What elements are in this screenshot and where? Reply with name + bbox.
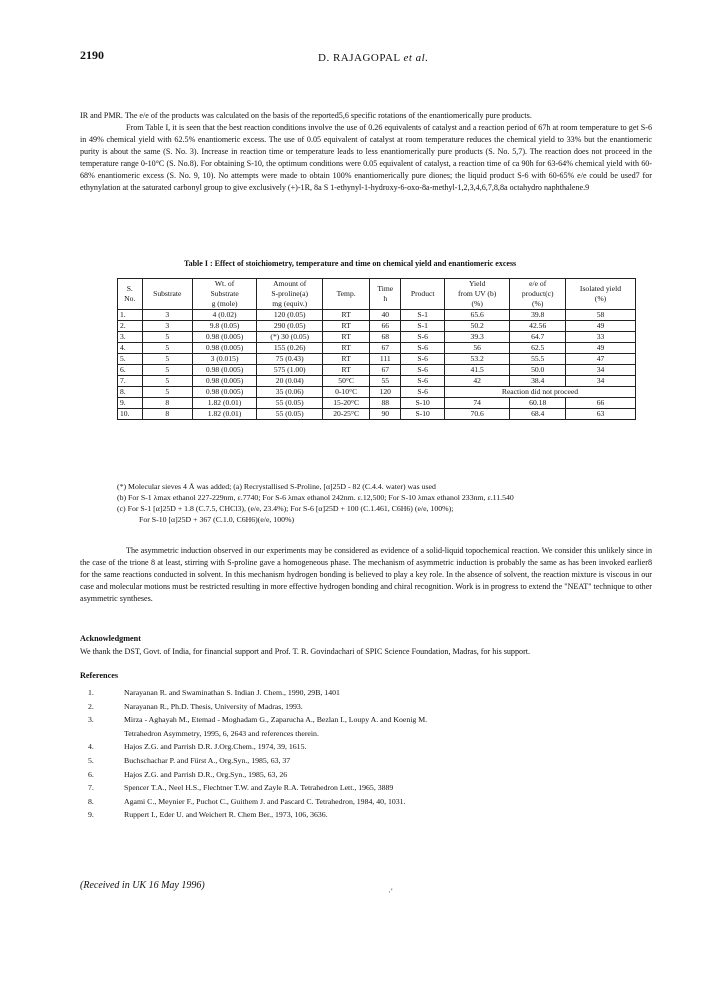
header-yield-uv: Yield from UV (b) (%) — [444, 279, 510, 310]
reference-number: 8. — [88, 796, 94, 806]
table-caption: Table I : Effect of stoichiometry, temperature and time on chemical yield and enantiomeric excess — [184, 259, 517, 268]
cell-amount: 75 (0.43) — [257, 354, 323, 365]
header-wt: Wt. of Substrate g (mole) — [192, 279, 256, 310]
table-row — [118, 409, 636, 420]
cell-time: 120 — [370, 387, 401, 398]
cell-temp: RT — [323, 343, 370, 354]
reference-item — [80, 740, 640, 754]
cell-ee: 68.4 — [510, 409, 566, 420]
cell-amount: 20 (0.04) — [257, 376, 323, 387]
header-amount: Amount of S-proline(a) mg (equiv.) — [257, 279, 323, 310]
cell-product: S-6 — [401, 343, 444, 354]
cell-temp: 20-25°C — [323, 409, 370, 420]
cell-amount: 575 (1.00) — [257, 365, 323, 376]
cell-product: S-6 — [401, 387, 444, 398]
cell-amount: 290 (0.05) — [257, 321, 323, 332]
cell-yield-uv: 53.2 — [444, 354, 510, 365]
table-row — [118, 354, 636, 365]
reference-item — [80, 686, 640, 700]
reference-item — [80, 768, 640, 782]
cell-ee: 38.4 — [510, 376, 566, 387]
cell-product: S-10 — [401, 409, 444, 420]
reference-text: Tetrahedron Asymmetry, 1995, 6, 2643 and references therein. — [124, 728, 319, 738]
cell-isolated-yield: 49 — [565, 321, 635, 332]
footnote-a: (*) Molecular sieves 4 Å was added; (a) Recrystallised S-Proline, [α]25D - 82 (C.4.4. water) was used — [117, 482, 436, 491]
header-isolated-yield: Isolated yield (%) — [565, 279, 635, 310]
cell-amount: (*) 30 (0.05) — [257, 332, 323, 343]
cell-wt: 0.98 (0.005) — [192, 332, 256, 343]
reference-text: Hajos Z.G. and Parrish D.R. J.Org.Chem., 1974, 39, 1615. — [124, 742, 307, 752]
cell-sno: 4. — [118, 343, 143, 354]
stray-mark: ·' — [388, 887, 393, 897]
cell-temp: RT — [323, 354, 370, 365]
cell-product: S-1 — [401, 321, 444, 332]
cell-ee: 55.5 — [510, 354, 566, 365]
cell-temp: 50°C — [323, 376, 370, 387]
paragraph-discussion: From Table I, it is seen that the best reaction conditions involve the use of 0.26 equivalents of catalyst and a reaction period of 67h at room temperature to get S-6 in 49% chemical yield with 62.5% enantiomeric excess. The use of 0.05 equivalent of catalyst at room temperature reduces the chemical yield to 33% but the enantiomeric purity is about the same (S. No. 3). Increase in reaction time or temperature leads to less enantiomerically pure products (S. No. 5,7). The reaction does not proceed in the temperature range 0-10°C (S. No.8). For obtaining S-10, the optimum conditions were 0.05 equivalent of catalyst, a reaction time of ca 90h for 63-64% chemical yield with 60-68% enantiomeric excess (S. No. 9, 10). No attempts were made to obtain 100% enantiomerically pure diones; the liquid product S-6 with 60-65% e/e could be used7 for ethynylation at the saturated carbonyl group to give exclusively (+)-1R, 8a S 1-ethynyl-1-hydroxy-6-oxo-8a-methyl-1,2,3,4,6,7,8,8a octahydro naphthalene.9 — [80, 123, 652, 192]
cell-sno: 6. — [118, 365, 143, 376]
header-substrate: Substrate — [142, 279, 192, 310]
cell-substrate: 5 — [142, 365, 192, 376]
header-product: Product — [401, 279, 444, 310]
cell-isolated-yield: 34 — [565, 376, 635, 387]
cell-substrate: 5 — [142, 354, 192, 365]
cell-yield-uv: 42 — [444, 376, 510, 387]
reference-text: Buchschachar P. and Fürst A., Org.Syn., 1985, 63, 37 — [124, 755, 291, 765]
running-head-author: D. RAJAGOPAL — [318, 52, 401, 64]
cell-time: 66 — [370, 321, 401, 332]
cell-amount: 55 (0.05) — [257, 409, 323, 420]
cell-product: S-6 — [401, 354, 444, 365]
cell-wt: 3 (0.015) — [192, 354, 256, 365]
cell-sno: 10. — [118, 409, 143, 420]
footnote-b: (b) For S-1 λmax ethanol 227-229nm, ε.7740; For S-6 λmax ethanol 242nm. ε.12,500; For S-10 λmax ethanol 233nm, ε.11.540 — [117, 493, 514, 502]
cell-wt: 0.98 (0.005) — [192, 365, 256, 376]
cell-isolated-yield: 66 — [565, 398, 635, 409]
cell-sno: 7. — [118, 376, 143, 387]
header-sno: S. No. — [118, 279, 143, 310]
cell-sno: 8. — [118, 387, 143, 398]
reference-number: 4. — [88, 742, 94, 752]
cell-temp: 0-10°C — [323, 387, 370, 398]
cell-wt: 0.98 (0.005) — [192, 343, 256, 354]
footnote-c: (c) For S-1 [α]25D + 1.8 (C.7.5, CHCl3), (e/e, 23.4%); For S-6 [α]25D + 100 (C.1.461, C6H6) (e/e, 100%); — [117, 504, 454, 513]
cell-sno: 3. — [118, 332, 143, 343]
cell-isolated-yield: 34 — [565, 365, 635, 376]
cell-wt: 0.98 (0.005) — [192, 376, 256, 387]
table-row — [118, 332, 636, 343]
paragraph-results — [80, 110, 652, 194]
cell-time: 68 — [370, 332, 401, 343]
reference-item — [80, 713, 640, 727]
reference-item — [80, 700, 640, 714]
header-ee: e/e of product(c) (%) — [510, 279, 566, 310]
cell-sno: 5. — [118, 354, 143, 365]
table-row — [118, 376, 636, 387]
reference-number: 1. — [88, 688, 94, 697]
cell-yield-uv: Reaction did not proceed — [444, 387, 635, 398]
cell-product: S-1 — [401, 310, 444, 321]
cell-isolated-yield: 58 — [565, 310, 635, 321]
reference-text: Mirza - Aghayah M., Etemad - Moghadam G., Zaparucha A., Bezlan I., Loupy A. and Koenig M. — [124, 715, 428, 725]
cell-sno: 1. — [118, 310, 143, 321]
cell-isolated-yield: 47 — [565, 354, 635, 365]
reference-number: 9. — [88, 810, 94, 820]
cell-amount: 120 (0.05) — [257, 310, 323, 321]
running-head-etal: et al. — [403, 52, 429, 64]
cell-temp: RT — [323, 310, 370, 321]
cell-ee: 64.7 — [510, 332, 566, 343]
table-row — [118, 343, 636, 354]
cell-temp: 15-20°C — [323, 398, 370, 409]
cell-substrate: 5 — [142, 332, 192, 343]
cell-yield-uv: 39.3 — [444, 332, 510, 343]
reference-text: Ruppert I., Eder U. and Weichert R. Chem Ber., 1973, 106, 3636. — [124, 810, 328, 820]
cell-amount: 55 (0.05) — [257, 398, 323, 409]
cell-yield-uv: 70.6 — [444, 409, 510, 420]
cell-wt: 9.8 (0.05) — [192, 321, 256, 332]
table-body — [118, 310, 636, 420]
cell-sno: 9. — [118, 398, 143, 409]
cell-yield-uv: 50.2 — [444, 321, 510, 332]
cell-time: 40 — [370, 310, 401, 321]
reference-text: Spencer T.A., Neel H.S., Flechtner T.W. and Zayle R.A. Tetrahedron Lett., 1965, 3889 — [124, 783, 394, 793]
cell-substrate: 5 — [142, 376, 192, 387]
cell-yield-uv: 65.6 — [444, 310, 510, 321]
cell-sno: 2. — [118, 321, 143, 332]
cell-isolated-yield: 49 — [565, 343, 635, 354]
running-head — [318, 52, 428, 64]
cell-product: S-10 — [401, 398, 444, 409]
cell-temp: RT — [323, 332, 370, 343]
table-footnotes — [117, 481, 657, 525]
cell-temp: RT — [323, 365, 370, 376]
cell-ee: 42.56 — [510, 321, 566, 332]
cell-wt: 4 (0.02) — [192, 310, 256, 321]
table-row — [118, 387, 636, 398]
header-temp: Temp. — [323, 279, 370, 310]
cell-temp: RT — [323, 321, 370, 332]
cell-product: S-6 — [401, 376, 444, 387]
references-heading: References — [80, 671, 119, 680]
cell-substrate: 8 — [142, 398, 192, 409]
reference-item — [80, 727, 640, 741]
paragraph-lead: IR and PMR. The e/e of the products was calculated on the basis of the reported5,6 specific rotations of the enantiomerically pure products. — [80, 111, 532, 120]
reference-item — [80, 808, 640, 822]
table-row — [118, 321, 636, 332]
footnote-c-cont: For S-10 [α]25D + 367 (C.1.0, C6H6)(e/e, 100%) — [139, 515, 295, 524]
reference-text: Agami C., Meynier F., Puchot C., Guithem J. and Pascard C. Tetrahedron, 1984, 40, 1031. — [124, 796, 406, 806]
cell-isolated-yield: 63 — [565, 409, 635, 420]
cell-time: 67 — [370, 365, 401, 376]
cell-time: 55 — [370, 376, 401, 387]
cell-wt: 0.98 (0.005) — [192, 387, 256, 398]
cell-time: 111 — [370, 354, 401, 365]
cell-substrate: 3 — [142, 321, 192, 332]
reference-number: 6. — [88, 769, 94, 779]
cell-time: 88 — [370, 398, 401, 409]
table-row — [118, 310, 636, 321]
reference-text: Hajos Z.G. and Parrish D.R., Org.Syn., 1985, 63, 26 — [124, 769, 288, 779]
page-number: 2190 — [80, 48, 104, 62]
cell-yield-uv: 41.5 — [444, 365, 510, 376]
cell-amount: 35 (0.06) — [257, 387, 323, 398]
received-date: (Received in UK 16 May 1996) — [80, 880, 205, 891]
cell-amount: 155 (0.26) — [257, 343, 323, 354]
reference-number: 2. — [88, 701, 94, 711]
reference-item — [80, 795, 640, 809]
reference-number: 3. — [88, 715, 94, 725]
cell-ee: 50.0 — [510, 365, 566, 376]
cell-wt: 1.82 (0.01) — [192, 409, 256, 420]
paragraph-mechanism: The asymmetric induction observed in our experiments may be considered as evidence of a solid-liquid topochemical reaction. We consider this unlikely since in the case of the trione 8 at least, stirring with S-proline gave a homogeneous phase. The mechanism of asymmetric induction is probably the same as has been invoked earlier8 for the same reactions conducted in solvent. In this mechanism hydrogen bonding is believed to play a key role. In the absence of solvent, the reaction mixture is viscous in our case and molecular motions must be restricted resulting in more effective hydrogen bonding and chiral recognition. Work is in progress to extend the "NEAT" technique to other asymmetric syntheses. — [80, 546, 652, 603]
cell-substrate: 5 — [142, 387, 192, 398]
cell-yield-uv: 56 — [444, 343, 510, 354]
header-time: Time h — [370, 279, 401, 310]
results-table — [117, 278, 636, 420]
cell-product: S-6 — [401, 365, 444, 376]
cell-time: 67 — [370, 343, 401, 354]
cell-substrate: 8 — [142, 409, 192, 420]
reference-item — [80, 781, 640, 795]
cell-substrate: 5 — [142, 343, 192, 354]
cell-time: 90 — [370, 409, 401, 420]
cell-ee: 62.5 — [510, 343, 566, 354]
acknowledgment-heading: Acknowledgment — [80, 634, 141, 643]
reference-item — [80, 754, 640, 768]
reference-text: Narayanan R. and Swaminathan S. Indian J. Chem., 1990, 29B, 1401 — [124, 688, 340, 697]
cell-isolated-yield: 33 — [565, 332, 635, 343]
references-list — [80, 686, 640, 822]
cell-ee: 39.8 — [510, 310, 566, 321]
table-row — [118, 365, 636, 376]
table-row — [118, 398, 636, 409]
reference-number: 5. — [88, 755, 94, 765]
reference-text: Narayanan R., Ph.D. Thesis, University of Madras, 1993. — [124, 701, 303, 711]
table-header — [118, 279, 636, 310]
cell-yield-uv: 74 — [444, 398, 510, 409]
reference-number: 7. — [88, 783, 94, 793]
cell-ee: 60.18 — [510, 398, 566, 409]
acknowledgment-text: We thank the DST, Govt. of India, for financial support and Prof. T. R. Govindachari of SPIC Science Foundation, Madras, for his support. — [80, 647, 531, 656]
cell-substrate: 3 — [142, 310, 192, 321]
cell-wt: 1.82 (0.01) — [192, 398, 256, 409]
cell-product: S-6 — [401, 332, 444, 343]
